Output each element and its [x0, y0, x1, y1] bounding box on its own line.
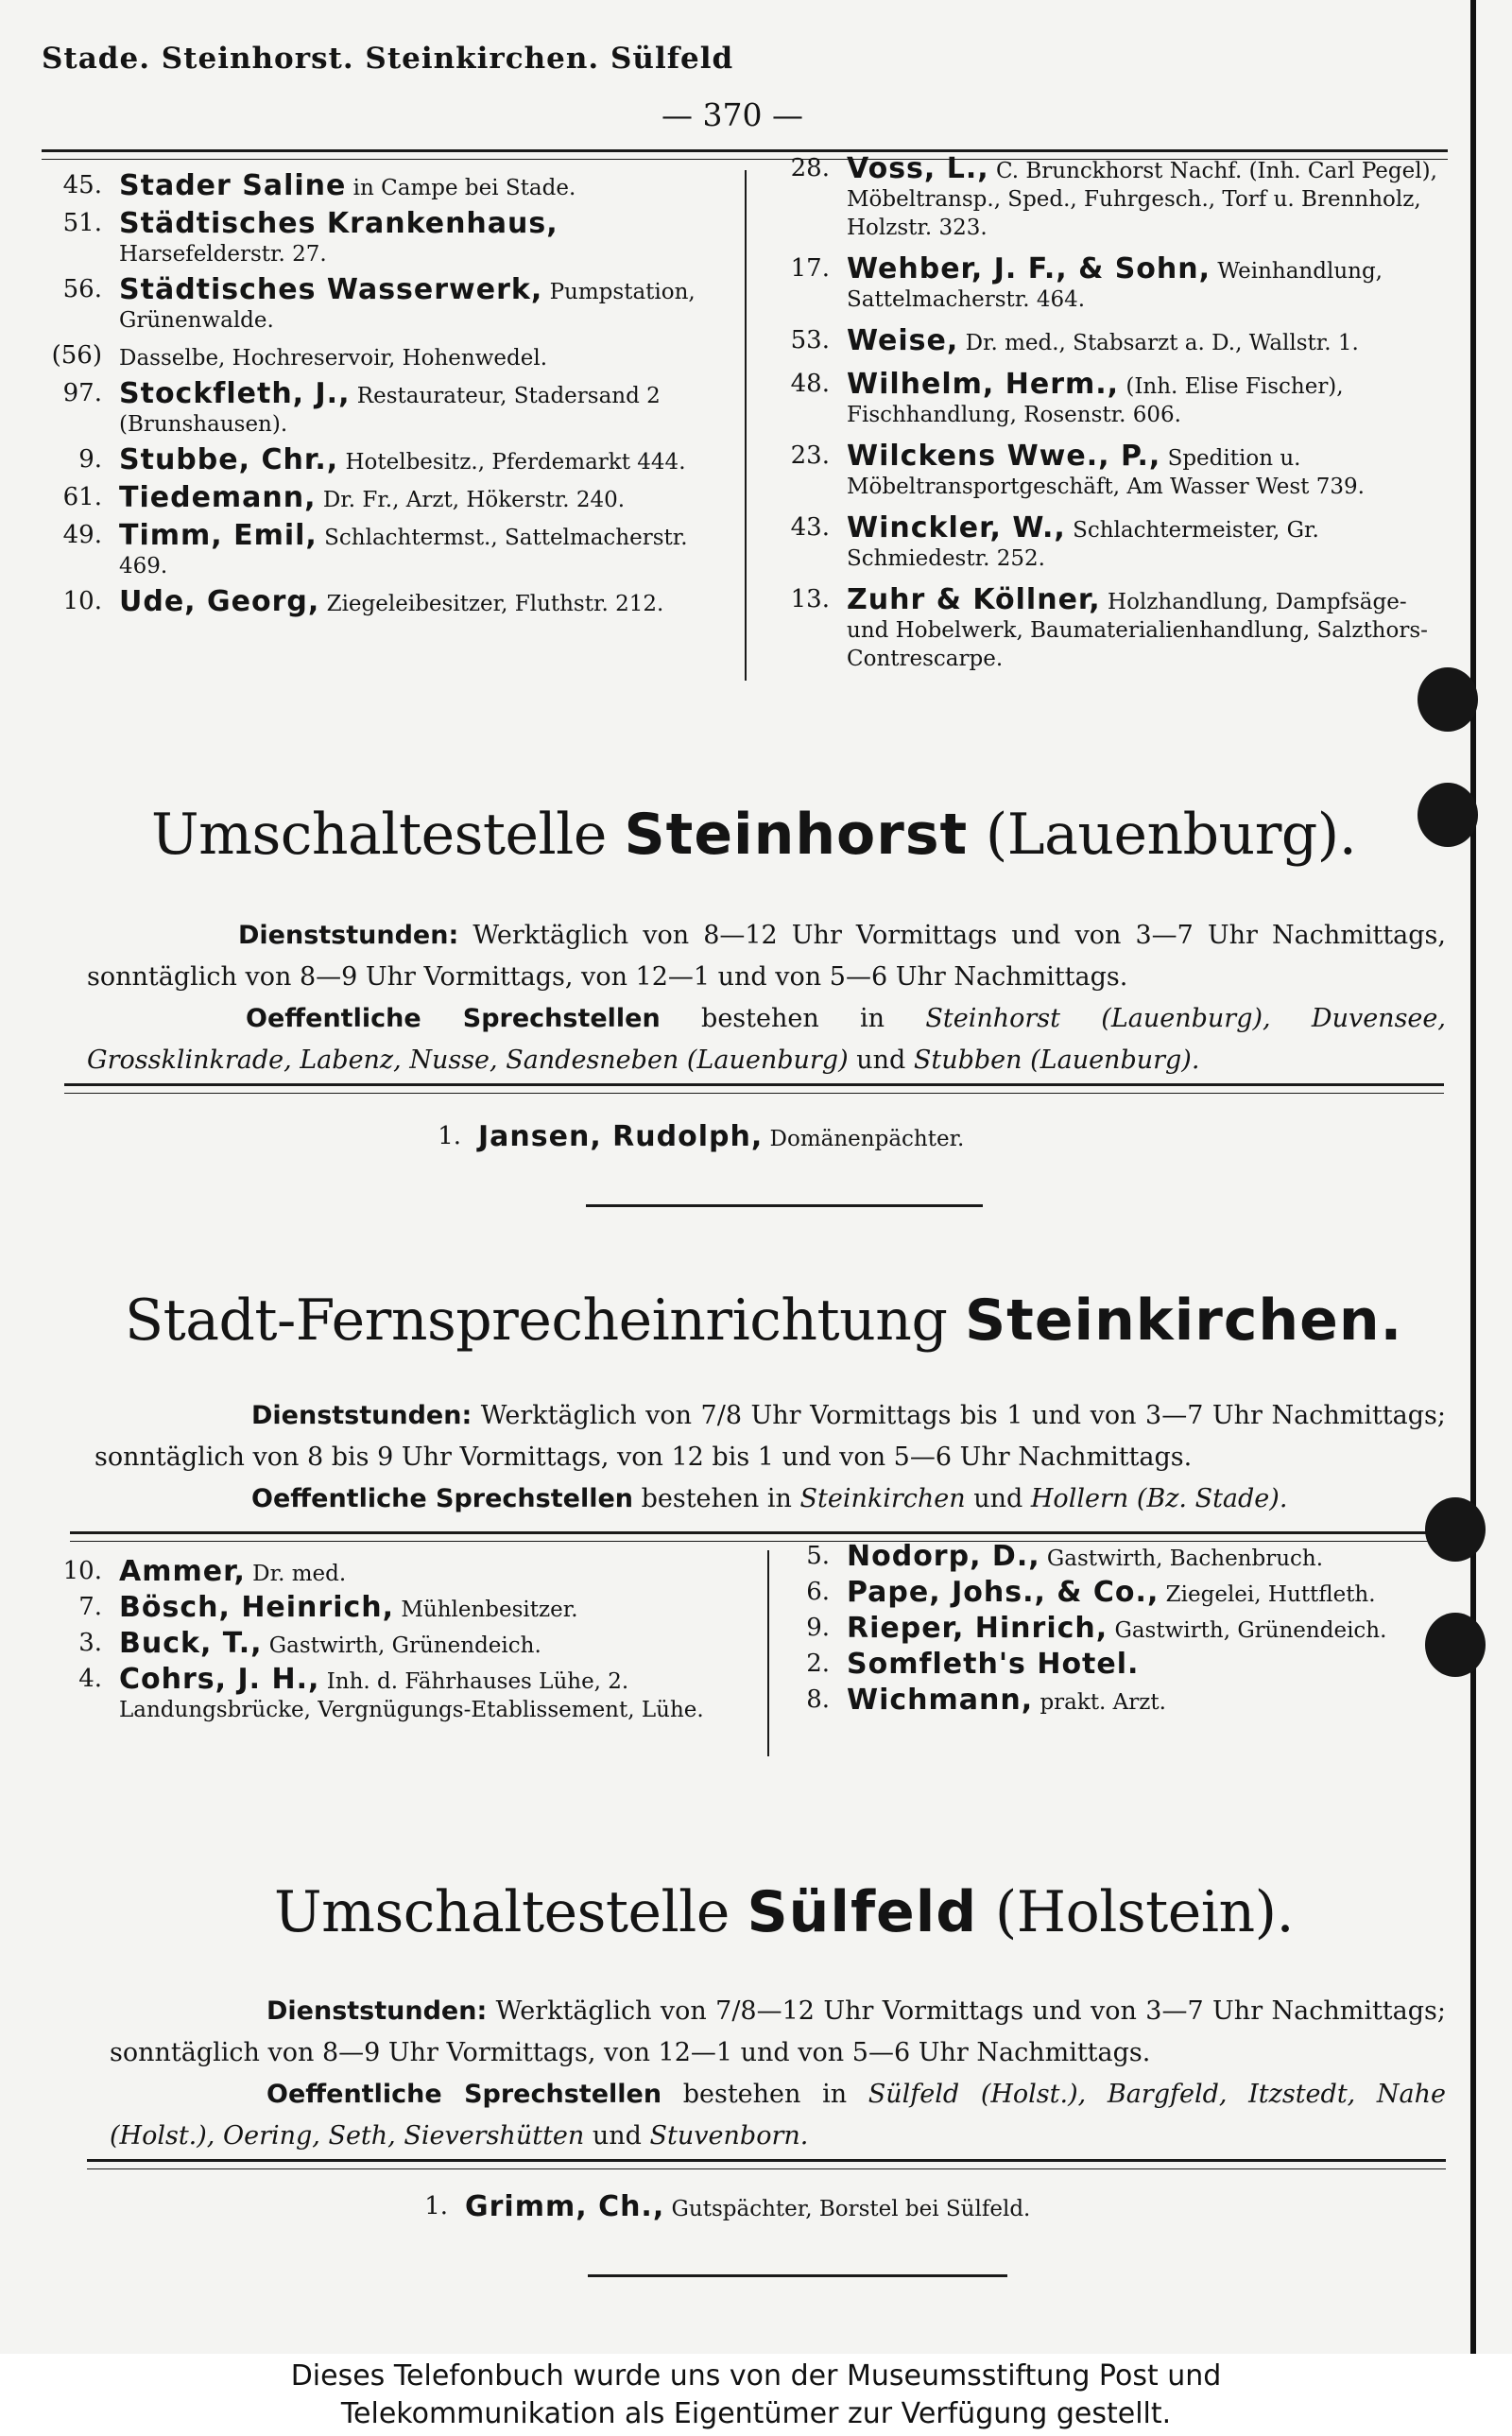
entry-details: Weinhandlung, Sattelmacherstr. 464. — [847, 259, 1383, 312]
entry-details: Gastwirth, Bachenbruch. — [1040, 1546, 1324, 1571]
entry-number: (56) — [51, 341, 102, 370]
entry-name: Städtisches Wasserwerk, — [119, 273, 543, 306]
page-spine — [1470, 0, 1476, 2354]
directory-entry — [756, 252, 1455, 314]
entry-number: 8. — [806, 1685, 830, 1714]
entry-number: 17. — [790, 254, 830, 283]
entry-number: 23. — [790, 441, 830, 470]
punch-hole — [1425, 1613, 1486, 1677]
suelfeld-rule-thin — [87, 2168, 1446, 2169]
entry-number: 9. — [78, 445, 102, 474]
steinkirchen-right-column — [756, 1540, 1455, 1722]
entry-number: 97. — [62, 379, 102, 407]
entry-number: 6. — [806, 1578, 830, 1606]
footer-line-1: Dieses Telefonbuch wurde uns von der Museumsstiftung Post und — [290, 2359, 1222, 2393]
directory-entry — [28, 1591, 762, 1624]
entry-name: Bösch, Heinrich, — [119, 1591, 395, 1624]
entry-details: Gastwirth, Grünendeich. — [1108, 1618, 1387, 1643]
steinkirchen-rule-thin — [70, 1541, 1446, 1542]
archive-footer — [0, 2354, 1512, 2436]
directory-entry — [756, 511, 1455, 573]
entry-details: Dr. med. — [245, 1562, 347, 1586]
entry-number: 1. — [438, 1122, 461, 1150]
directory-entry — [756, 442, 1455, 501]
entry-details: Dr. Fr., Arzt, Hökerstr. 240. — [316, 488, 626, 512]
steinhorst-rule-thick — [64, 1083, 1444, 1086]
directory-entry — [756, 583, 1455, 673]
entry-details: (Inh. Elise Fischer), Fischhandlung, Rosenstr. 606. — [847, 374, 1344, 427]
entry-details: Schlachtermst., Sattelmacherstr. 469. — [119, 526, 688, 579]
punch-hole — [1418, 783, 1478, 847]
directory-entry — [28, 342, 728, 372]
steinkirchen-hours: Dienststunden: Werktäglich von 7/8 Uhr Vormittags bis 1 und von 3—7 Uhr Nachmittags; sonntäglich von 8 bis 9 Uhr Vormittags, von 12 bis 1 und von 5—6 Uhr Nachmittags. Oeffentliche Sprechstellen bestehen in Steinkirchen und Hollern (Bz. Stade). — [94, 1401, 1446, 1513]
stade-right-column — [756, 152, 1455, 686]
steinhorst-entries — [387, 1120, 1238, 1153]
directory-entry — [28, 377, 728, 439]
header-places: Stade. Steinhorst. Steinkirchen. Sülfeld — [42, 42, 734, 76]
entry-name: Stader Saline — [119, 169, 347, 202]
entry-details: Gutspächter, Borstel bei Sülfeld. — [664, 2197, 1031, 2221]
directory-entry — [756, 1650, 1455, 1681]
entry-details: Dr. med., Stabsarzt a. D., Wallstr. 1. — [958, 331, 1359, 355]
suelfeld-rule-thick — [87, 2159, 1446, 2162]
entry-details: Pumpstation, Grünenwalde. — [119, 280, 696, 333]
suelfeld-end-rule — [588, 2274, 1007, 2277]
directory-entry — [28, 169, 728, 202]
entry-number: 45. — [62, 171, 102, 199]
entry-number: 53. — [790, 326, 830, 354]
directory-entry — [28, 1627, 762, 1660]
entry-name: Jansen, Rudolph, — [478, 1120, 764, 1153]
footer-line-2: Telekommunikation als Eigentümer zur Verfügung gestellt. — [340, 2397, 1172, 2430]
entry-details: Schlachtermeister, Gr. Schmiedestr. 252. — [847, 518, 1319, 571]
directory-entry — [28, 273, 728, 335]
directory-entry — [28, 481, 728, 514]
directory-entry — [28, 207, 728, 268]
entry-name: Voss, L., — [847, 152, 989, 185]
entry-number: 7. — [78, 1593, 102, 1621]
entry-number: 61. — [62, 483, 102, 511]
entry-name: Wilckens Wwe., P., — [847, 440, 1161, 473]
steinkirchen-title: Stadt-Fernsprecheinrichtung Steinkirchen. — [125, 1287, 1403, 1354]
steinhorst-hours: Dienststunden: Werktäglich von 8—12 Uhr Vormittags und von 3—7 Uhr Nachmittags, sonntäglich von 8—9 Uhr Vormittags, von 12—1 und von 5—6 Uhr Nachmittags. Oeffentliche Sprechstellen bestehen in Steinhorst (Lauenburg), Duvensee, Grossklinkrade, Labenz, Nusse, Sandesneben (Lauenburg) und Stubben (Lauenburg). — [87, 921, 1446, 1075]
entry-name: Weise, — [847, 324, 959, 357]
entry-number: 43. — [790, 513, 830, 542]
entry-number: 9. — [806, 1614, 830, 1642]
directory-entry — [28, 585, 728, 618]
directory-entry — [28, 443, 728, 476]
entry-name: Wichmann, — [847, 1684, 1034, 1717]
entry-number: 4. — [78, 1665, 102, 1693]
entry-number: 1. — [424, 2192, 448, 2220]
entry-number: 28. — [790, 154, 830, 182]
entry-details: Ziegelei, Huttfleth. — [1159, 1582, 1376, 1607]
directory-entry — [387, 1120, 1238, 1153]
directory-entry — [374, 2190, 1319, 2223]
entry-name: Winckler, W., — [847, 511, 1066, 544]
entry-name: Pape, Johs., & Co., — [847, 1576, 1160, 1609]
entry-name: Cohrs, J. H., — [119, 1663, 320, 1696]
directory-entry — [756, 1612, 1455, 1645]
entry-number: 10. — [62, 1557, 102, 1585]
entry-number: 13. — [790, 585, 830, 613]
directory-entry — [756, 368, 1455, 429]
entry-details: C. Brunckhorst Nachf. (Inh. Carl Pegel), Möbeltransp., Sped., Fuhrgesch., Torf u. Brennholz, Holzstr. 323. — [847, 159, 1437, 240]
stade-left-column — [28, 169, 728, 626]
entry-name: Ammer, — [119, 1555, 246, 1588]
entry-name: Buck, T., — [119, 1627, 263, 1660]
entry-details: Mühlenbesitzer. — [394, 1598, 578, 1622]
entry-number: 56. — [62, 275, 102, 303]
top-rule-thick — [42, 149, 1448, 152]
directory-entry — [28, 1555, 762, 1588]
entry-name: Stockfleth, J., — [119, 377, 351, 410]
entry-number: 3. — [78, 1629, 102, 1657]
punch-hole — [1425, 1497, 1486, 1562]
entry-details: Inh. d. Fährhauses Lühe, 2. Landungsbrücke, Vergnügungs-Etablissement, Lühe. — [119, 1669, 704, 1722]
entry-name: Nodorp, D., — [847, 1540, 1040, 1573]
steinhorst-title: Umschaltestelle Steinhorst (Lauenburg). — [151, 802, 1357, 868]
entry-details: Gastwirth, Grünendeich. — [262, 1633, 541, 1658]
entry-name: Somfleth's Hotel. — [847, 1648, 1140, 1681]
entry-number: 2. — [806, 1650, 830, 1678]
entry-details: prakt. Arzt. — [1033, 1690, 1166, 1715]
entry-number: 51. — [62, 209, 102, 237]
directory-entry — [756, 1540, 1455, 1573]
entry-name: Zuhr & Köllner, — [847, 583, 1101, 616]
entry-name: Städtisches Krankenhaus, — [119, 207, 558, 240]
suelfeld-entries — [374, 2190, 1319, 2223]
directory-entry — [756, 324, 1455, 357]
entry-name: Ude, Georg, — [119, 585, 320, 618]
column-divider — [745, 170, 747, 681]
suelfeld-hours: Dienststunden: Werktäglich von 7/8—12 Uhr Vormittags und von 3—7 Uhr Nachmittags; sonntäglich von 8—9 Uhr Vormittags, von 12—1 und von 5—6 Uhr Nachmittags. Oeffentliche Sprechstellen bestehen in Sülfeld (Holst.), Bargfeld, Itzstedt, Nahe (Holst.), Oering, Seth, Sievershütten und Stuvenborn. — [110, 1996, 1446, 2151]
punch-hole — [1418, 667, 1478, 732]
directory-entry — [756, 1576, 1455, 1609]
steinhorst-end-rule — [586, 1204, 983, 1207]
entry-details: Ziegeleibesitzer, Fluthstr. 212. — [319, 592, 664, 616]
steinkirchen-rule-thick — [70, 1531, 1446, 1534]
directory-entry — [756, 1686, 1455, 1717]
steinkirchen-left-column — [28, 1555, 762, 1730]
page-number: — 370 — — [662, 96, 803, 133]
entry-name: Grimm, Ch., — [465, 2190, 665, 2223]
entry-number: 49. — [62, 521, 102, 549]
entry-name: Timm, Emil, — [119, 519, 318, 552]
steinhorst-rule-thin — [64, 1093, 1444, 1094]
directory-entry — [28, 519, 728, 580]
entry-details: Spedition u. Möbeltransportgeschäft, Am Wasser West 739. — [847, 446, 1365, 499]
entry-name: Tiedemann, — [119, 481, 317, 514]
entry-details: Hotelbesitz., Pferdemarkt 444. — [338, 450, 686, 475]
entry-details: in Campe bei Stade. — [346, 176, 576, 200]
entry-name: Wehber, J. F., & Sohn, — [847, 252, 1211, 285]
entry-name: Rieper, Hinrich, — [847, 1612, 1108, 1645]
entry-details: Holzhandlung, Dampfsäge- und Hobelwerk, Baumaterialienhandlung, Salzthors-Contrescarpe. — [847, 590, 1428, 671]
directory-entry — [756, 152, 1455, 242]
entry-details: Harsefelderstr. 27. — [119, 242, 327, 267]
entry-number: 5. — [806, 1542, 830, 1570]
entry-details: Domänenpächter. — [763, 1127, 965, 1151]
suelfeld-title: Umschaltestelle Sülfeld (Holstein). — [274, 1879, 1295, 1945]
entry-number: 48. — [790, 370, 830, 398]
entry-name: Wilhelm, Herm., — [847, 368, 1120, 401]
entry-name: Stubbe, Chr., — [119, 443, 339, 476]
entry-details: Dasselbe, Hochreservoir, Hohenwedel. — [119, 346, 548, 371]
entry-details: Restaurateur, Stadersand 2 (Brunshausen). — [119, 384, 661, 437]
entry-number: 10. — [62, 587, 102, 615]
directory-entry — [28, 1663, 762, 1724]
